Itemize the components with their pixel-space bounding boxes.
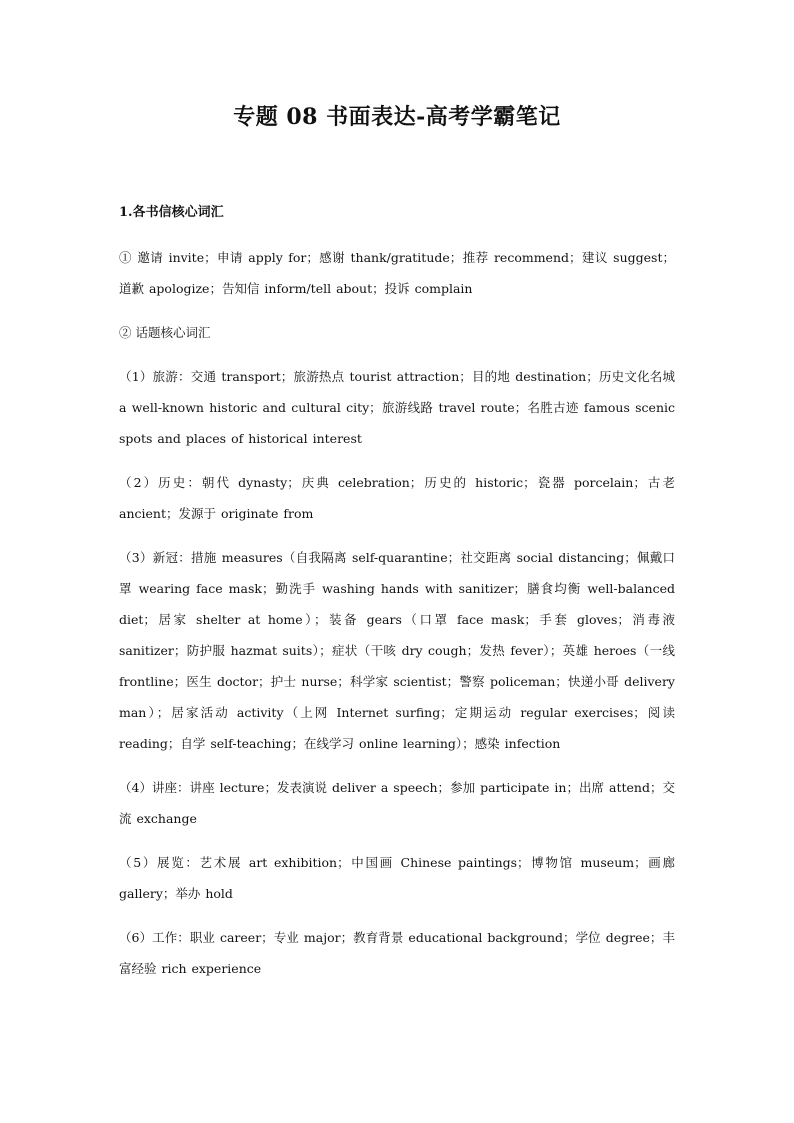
letter-vocab-paragraph: ① 邀请 invite；申请 apply for；感谢 thank/gratitude；推荐 recommend；建议 suggest；道歉 apologize；告知信 inform/tell about；投诉 complain: [119, 250, 675, 296]
history-vocab-paragraph: （2）历史：朝代 dynasty；庆典 celebration；历史的 historic；瓷器 porcelain；古老 ancient；发源于 originate from: [119, 475, 675, 521]
lecture-vocab-paragraph: （4）讲座：讲座 lecture；发表演说 deliver a speech；参加 participate in；出席 attend；交流 exchange: [119, 780, 675, 826]
travel-vocab-paragraph: （1）旅游：交通 transport；旅游热点 tourist attraction；目的地 destination；历史文化名城 a well-known historic and cultural city；旅游线路 travel route；名胜古迹 famous scenic spots and places of historical interest: [119, 369, 675, 446]
topic-vocab-subheading: ② 话题核心词汇: [119, 325, 211, 340]
work-vocab-paragraph: （6）工作：职业 career；专业 major；教育背景 educational background；学位 degree；丰富经验 rich experience: [119, 930, 675, 976]
covid-vocab-paragraph: （3）新冠：措施 measures（自我隔离 self-quarantine；社交距离 social distancing；佩戴口罩 wearing face mask；勤洗手 washing hands with sanitizer；膳食均衡 well-balanced diet；居家 shelter at home）；装备 gears（口罩 face mask；手套 gloves；消毒液 sanitizer；防护服 hazmat suits）；症状（干咳 dry cough；发热 fever）；英雄 heroes（一线 frontline；医生 doctor；护士 nurse；科学家 scientist；警察 policeman；快递小哥 delivery man）；居家活动 activity（上网 Internet surfing；定期运动 regular exercises；阅读 reading；自学 self-teaching；在线学习 online learning）；感染 infection: [119, 550, 675, 751]
document-body: [119, 200, 675, 997]
page-title: 专题 08 书面表达-高考学霸笔记: [233, 104, 561, 130]
exhibition-vocab-paragraph: （5）展览：艺术展 art exhibition；中国画 Chinese paintings；博物馆 museum；画廊 gallery；举办 hold: [119, 855, 675, 901]
section-heading: 1.各书信核心词汇: [119, 205, 224, 220]
